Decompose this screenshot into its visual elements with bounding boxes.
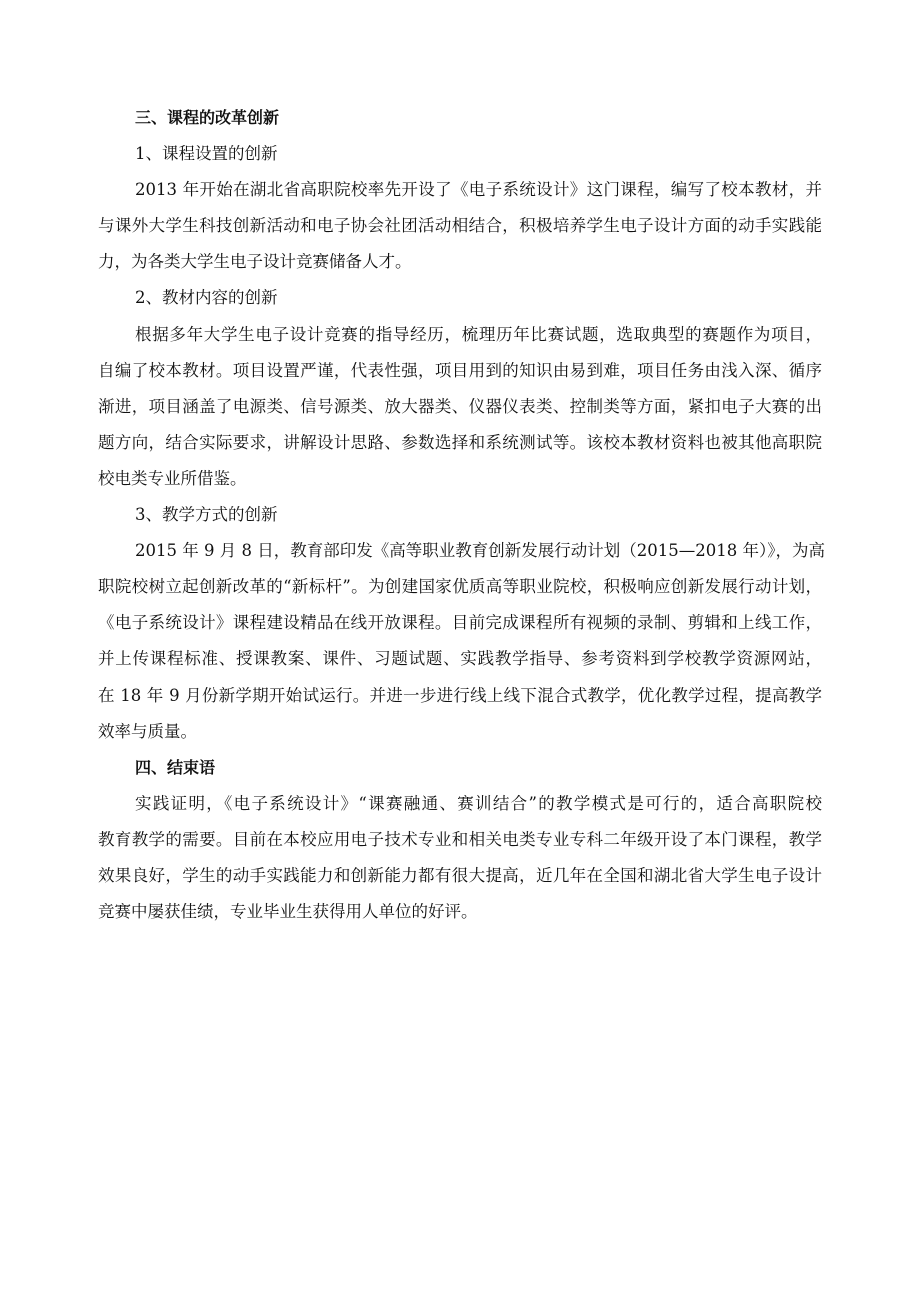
- paragraph-line: 根据多年大学生电子设计竞赛的指导经历，梳理历年比赛试题，选取典型的赛题作为项目，: [135, 324, 822, 344]
- paragraph-line: 教育教学的需要。目前在本校应用电子技术专业和相关电类专业专科二年级开设了本门课程，教学: [98, 829, 822, 849]
- subsection-title: 1、课程设置的创新: [135, 144, 278, 164]
- document-body: [98, 100, 825, 930]
- paragraph-line: 力，为各类大学生电子设计竞赛储备人才。: [98, 252, 412, 272]
- section-heading: 三、课程的改革创新: [135, 108, 280, 127]
- section-heading: 四、结束语: [135, 757, 216, 777]
- paragraph-line: 实践证明，《电子系统设计》“课赛融通、赛训结合”的教学模式是可行的，适合高职院校: [135, 793, 822, 813]
- paragraph-line: 校电类专业所借鉴。: [98, 468, 247, 488]
- paragraph-line: 2013 年开始在湖北省高职院校率先开设了《电子系统设计》这门课程，编写了校本教材，并: [135, 180, 822, 200]
- paragraph-line: 在 18 年 9 月份新学期开始试运行。并进一步进行线上线下混合式教学，优化教学过程，提高教学: [98, 685, 822, 705]
- paragraph-line: 效率与质量。: [98, 721, 197, 741]
- paragraph-line: 效果良好，学生的动手实践能力和创新能力都有很大提高，近几年在全国和湖北省大学生电子设计: [98, 865, 822, 885]
- paragraph-line: 自编了校本教材。项目设置严谨，代表性强，项目用到的知识由易到难，项目任务由浅入深、循序: [98, 360, 822, 380]
- paragraph-line: 与课外大学生科技创新活动和电子协会社团活动相结合，积极培养学生电子设计方面的动手实践能: [98, 216, 822, 236]
- subsection-title: 3、教学方式的创新: [135, 505, 278, 525]
- paragraph-line: 渐进，项目涵盖了电源类、信号源类、放大器类、仪器仪表类、控制类等方面，紧扣电子大赛的出: [98, 396, 822, 416]
- paragraph-line: 职院校树立起创新改革的“新标杆”。为创建国家优质高等职业院校，积极响应创新发展行动计划，: [98, 577, 822, 597]
- paragraph-line: 并上传课程标准、授课教案、课件、习题试题、实践教学指导、参考资料到学校教学资源网站，: [98, 649, 822, 669]
- subsection-title: 2、教材内容的创新: [135, 288, 278, 308]
- paragraph-line: 竞赛中屡获佳绩，专业毕业生获得用人单位的好评。: [98, 902, 478, 922]
- paragraph-line: 题方向，结合实际要求，讲解设计思路、参数选择和系统测试等。该校本教材资料也被其他高职院: [98, 432, 822, 452]
- paragraph-line: 2015 年 9 月 8 日，教育部印发《高等职业教育创新发展行动计划（2015—2018 年）》，为高: [135, 541, 825, 561]
- paragraph-line: 《电子系统设计》课程建设精品在线开放课程。目前完成课程所有视频的录制、剪辑和上线工作，: [98, 613, 822, 633]
